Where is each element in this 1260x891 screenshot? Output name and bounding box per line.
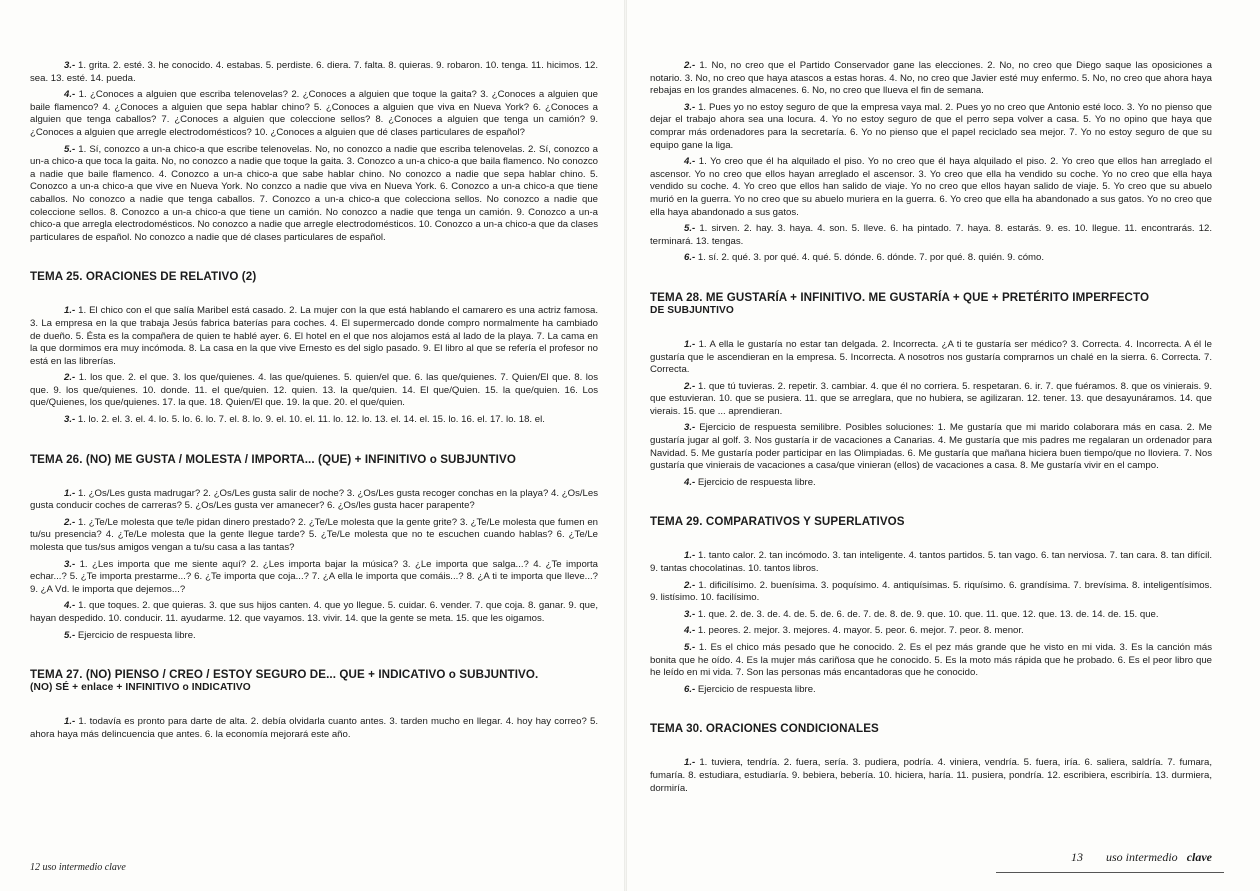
exercise-number: 3.- [64, 60, 76, 71]
tema26-exercise-1 [30, 488, 598, 513]
exercise-text: 1. tanto calor. 2. tan incómodo. 3. tan inteligente. 4. tantos partidos. 5. tan vago. 6. tan nerviosa. 7. tan cara. 8. tan difícil. 9. tantas chocolatinas. 10. tantos libros. [650, 550, 1212, 575]
section-title-tema-25: TEMA 25. ORACIONES DE RELATIVO (2) [30, 270, 257, 284]
exercise-3-answers [650, 102, 1212, 152]
tema26-exercise-2 [30, 517, 598, 555]
exercise-number: 4.- [64, 89, 76, 101]
exercise-2-answers [650, 60, 1212, 98]
tema29-exercise-4 [650, 625, 1212, 638]
exercise-number: 6.- [684, 252, 696, 264]
exercise-6-answers [650, 252, 1212, 265]
exercise-4-answers [650, 156, 1212, 219]
exercise-text: 1. tuviera, tendría. 2. fuera, sería. 3. pudiera, podría. 4. viniera, vendría. 5. fuera, iría. 6. saliera, saldría. 7. fumara, fumaría. 8. estudiara, estudiaría. 9. bebiera, bebería. 10. hiciera, haría. 11. pusiera, pondría. 12. escribiera, escribiría. 13. durmiera, dormiría. [650, 757, 1212, 794]
exercise-text: 1. los que. 2. el que. 3. los que/quienes. 4. las que/quienes. 5. quien/el que. 6. las que/quienes. 7. Quien/El que. 8. los que. 9. los que/quienes. 10. donde. 11. el que/quien. 12. quien. 13. la que/quien. 14. El que/Quien. 15. la que/quien. 16. Los que/Quienes, los que/quienes. 17. la que. 18. Quien/El que. 19. la que. 20. el que/quien. [30, 372, 598, 409]
exercise-number: 2.- [684, 579, 696, 591]
exercise-number: 4.- [684, 476, 696, 488]
tema26-exercise-3 [30, 559, 598, 597]
book-edition-label: clave [1186, 850, 1212, 864]
exercise-text: 1. que toques. 2. que quieras. 3. que sus hijos canten. 4. que yo llegue. 5. cuidar. 6. vender. 7. que coja. 8. ganar. 9. que, hayan despedido. 10. conducir. 11. ayudarme. 12. que vayamos. 13. vivir. 14. que la gente se meta. 15. que les oigamos. [30, 600, 598, 624]
exercise-number: 2.- [64, 372, 76, 384]
right-page-footer [1071, 850, 1212, 865]
exercise-text: 1. grita. 2. esté. 3. he conocido. 4. estabas. 5. perdiste. 6. diera. 7. falta. 8. quieras. 9. robaron. 10. tenga. 11. hicimos. 12. sea. 13. esté. 14. pueda. [30, 60, 599, 84]
exercise-text: 1. Sí, conozco a un-a chico-a que escribe telenovelas. No, no conozco a nadie que escriba telenovelas. 2. Sí, conozco a un-a chico-a que toca la gaita. No, no conozco a nadie que toque la gaita. 3. Conozco a un-a chico-a que baila flamenco. No conozco a nadie que baile flamenco. 4. Conozco a un-a chico-a que sabe hablar chino. No conozco a nadie que sepa hablar chino. 5. Conozco a un-a chico-a que vive en Nueva York. No conzco a nadie que viva en Nueva York. 6. Conozco a un-a chico-a que tiene caballos. No conozco a nadie que tenga caballos. 7. Conozco a un-a chico-a que colecciona sellos. No conozco a nadie que coleccione sellos. 8. Conozco a un-a chico-a que tiene un camión. No conozco a nadie que tenga un camión. 9. Conozco a un-a chico-a que arregla electrodomésticos. No conozco a nadie que arregle electrodomésticos. 10. Conozco a un-a chico-a que da clases particulares de español. No conozco a nadie que dé clases particulares de español. [30, 143, 599, 243]
tema28-exercise-1 [650, 339, 1212, 377]
tema26-exercise-5 [30, 630, 598, 643]
section-title-tema-26: TEMA 26. (NO) ME GUSTA / MOLESTA / IMPORTA... (QUE) + INFINITIVO o SUBJUNTIVO [30, 452, 516, 466]
exercise-number: 3.- [64, 414, 76, 426]
exercise-number: 4.- [684, 156, 696, 168]
exercise-number: 3.- [684, 101, 696, 113]
exercise-text: Ejercicio de respuesta libre. [697, 683, 816, 695]
exercise-text: Ejercicio de respuesta libre. [77, 629, 196, 641]
exercise-number: 2.- [684, 380, 696, 392]
section-subtitle: (NO) SÉ + enlace + INFINITIVO o INDICATIVO [30, 682, 251, 694]
tema29-exercise-2 [650, 580, 1212, 605]
exercise-text: 1. Pues yo no estoy seguro de que la empresa vaya mal. 2. Pues yo no creo que Antonio esté loco. 3. Yo no pienso que dejar el trabajo ahora sea una locura. 4. Yo no estoy seguro de que el perro sepa volver a casa. 5. Yo no opino que haya que comprar más ordenadores para la secretaría. 6. Yo no pienso que el papel reciclado sea mejor. 7. Yo no estoy seguro de que su equipo gane la liga. [650, 101, 1212, 151]
exercise-5-answers [30, 144, 598, 245]
tema28-exercise-2 [650, 381, 1212, 419]
section-title-text: TEMA 28. ME GUSTARÍA + INFINITIVO. ME GUSTARÍA + QUE + PRETÉRITO IMPERFECTO [650, 290, 1150, 304]
exercise-number: 5.- [684, 223, 696, 235]
exercise-number: 6.- [684, 683, 696, 695]
exercise-text: 1. todavía es pronto para darte de alta. 2. debía olvidarla cuanto antes. 3. tarden mucho en llegar. 4. hoy hay correo? 5. ahora haya más delincuencia que antes. 6. la economía mejorará este año. [30, 716, 599, 740]
section-title-text: TEMA 27. (NO) PIENSO / CREO / ESTOY SEGURO DE... QUE + INDICATIVO o SUBJUNTIVO. [30, 668, 539, 682]
exercise-number: 1.- [64, 716, 76, 728]
section-title-tema-29: TEMA 29. COMPARATIVOS Y SUPERLATIVOS [650, 515, 905, 529]
tema25-exercise-2 [30, 372, 598, 410]
exercise-number: 4.- [684, 625, 696, 637]
exercise-text: Ejercicio de respuesta semilibre. Posibles soluciones: 1. Me gustaría que mi marido colaborara más en casa. 2. Me gustaría jugar al golf. 3. Nos gustaría ir de vacaciones a Canarias. 4. Me gustaría que mis padres me regalaran un ordenador para Navidad. 5. Me gustaría poder participar en las Olimpiadas. 6. Me gustaría que mañana hiciera buen tiempo/que no lloviera. 7. Nos gustaría que vinierais de vacaciones a casa/que vinieran (ellos) de vacaciones a casa. 8. Me gustaría vivir en el campo. [650, 422, 1213, 472]
left-page [0, 0, 626, 891]
tema29-exercise-5 [650, 642, 1212, 680]
exercise-text: 1. lo. 2. el. 3. el. 4. lo. 5. lo. 6. lo. 7. el. 8. lo. 9. el. 10. el. 11. lo. 12. lo. 13. el. 14. el. 15. lo. 16. el. 17. lo. 18. el. [77, 414, 545, 426]
tema26-exercise-4 [30, 600, 598, 625]
exercise-text: 1. ¿Conoces a alguien que escriba telenovelas? 2. ¿Conoces a alguien que toque la gaita? 3. ¿Conoces a alguien que baile flamenco? 4. ¿Conoces a alguien que sepa hablar chino? 5. ¿Conoces a alguien que viva en Nueva York? 6. ¿Conoces a alguien que tenga caballos? 7. ¿Conoces a alguien que coleccione sellos? 8. ¿Conoces a alguien que tenga un camión? 9. ¿Conoces a alguien que arregle electrodomésticos? 10. ¿Conoces a alguien que dé clases particulares de español? [30, 89, 598, 138]
exercise-number: 5.- [64, 143, 76, 155]
tema28-exercise-4 [650, 477, 1212, 490]
tema25-exercise-1 [30, 305, 598, 368]
left-page-footer: 12 uso intermedio clave [30, 862, 126, 873]
exercise-4-answers [30, 89, 598, 139]
exercise-number: 1.- [684, 550, 696, 562]
right-page [626, 0, 1260, 891]
tema29-exercise-1 [650, 550, 1212, 575]
exercise-number: 5.- [64, 629, 76, 641]
tema28-exercise-3 [650, 422, 1212, 472]
exercise-text: 1. sí. 2. qué. 3. por qué. 4. qué. 5. dónde. 6. dónde. 7. por qué. 8. quién. 9. cómo. [697, 252, 1045, 264]
exercise-5-answers [650, 223, 1212, 248]
section-title-tema-30: TEMA 30. ORACIONES CONDICIONALES [650, 722, 879, 736]
exercise-number: 3.- [684, 608, 696, 620]
exercise-number: 1.- [64, 305, 76, 317]
exercise-number: 5.- [684, 642, 696, 653]
exercise-number: 4.- [64, 600, 76, 612]
exercise-number: 1.- [684, 757, 696, 769]
book-title-text: uso intermedio [1106, 850, 1178, 864]
exercise-number: 1.- [684, 338, 696, 350]
section-title-tema-28 [650, 291, 1212, 317]
tema29-exercise-6 [650, 684, 1212, 697]
exercise-number: 1.- [64, 487, 76, 499]
book-title [1106, 850, 1178, 864]
exercise-number: 2.- [684, 60, 696, 71]
exercise-text: 1. ¿Te/Le molesta que te/le pidan dinero prestado? 2. ¿Te/Le molesta que la gente grite? 3. ¿Te/Le molesta que fumen en tu/su presencia? 4. ¿Te/Le molesta que la gente llegue tarde? 5. ¿Te/Le molesta que no te escuchen cuando hablas? 6. ¿Te/Le molesta que tus/sus amigos vengan a tu/su casa a las tantas? [30, 516, 598, 554]
exercise-number: 2.- [64, 516, 76, 528]
exercise-text: 1. peores. 2. mejor. 3. mejores. 4. mayor. 5. peor. 6. mejor. 7. peor. 8. menor. [697, 625, 1024, 637]
exercise-text: 1. No, no creo que el Partido Conservador gane las elecciones. 2. No, no creo que Diego saque las oposiciones a notario. 3. No, no creo que haya atascos a estas horas. 4. No, no creo que Javier esté muy enfermo. 5. No, no creo que ahora haya rebajas en los grandes almacenes. 6. No, no creo que llueva el fin de semana. [650, 60, 1213, 97]
exercise-3-answers [30, 60, 598, 85]
exercise-text: Ejercicio de respuesta libre. [697, 476, 816, 488]
footer-rule [996, 872, 1224, 873]
exercise-text: 1. dificilísimo. 2. buenísima. 3. poquísimo. 4. antiquísimas. 5. riquísimo. 6. grandísima. 7. brevísima. 8. inteligentísimos. 9. listísimo. 10. facilísimo. [650, 579, 1212, 604]
exercise-number: 3.- [684, 422, 696, 434]
exercise-text: 1. Yo creo que él ha alquilado el piso. Yo no creo que él haya alquilado el piso. 2. Yo creo que ellos han arreglado el ascensor. Yo no creo que ellos hayan arreglado el ascensor. 3. Yo creo que ella ha vendido su coche. Yo no creo que ella haya vendido su coche. 4. Yo creo que ellos han salido de viaje. Yo no creo que ellos hayan salido de viaje. 5. Yo creo que su abuelo murió en la guerra. Yo no creo que su abuelo muriera en la guerra. 6. Yo creo que ella ha abandonado a sus gatos. Yo no creo que ella haya abandonado a sus gatos. [650, 156, 1212, 218]
page-number: 13 [1071, 850, 1084, 864]
exercise-text: 1. A ella le gustaría no estar tan delgada. 2. Incorrecta. ¿A ti te gustaría ser médico? 3. Correcta. 4. Incorrecta. A él le gustaría que le ascendieran en la empresa. 5. Incorrecta. A nosotros nos gustaría comprarnos un chalé en la sierra. 6. Correcta. 7. Correcta. [650, 338, 1213, 376]
tema29-exercise-3 [650, 609, 1212, 622]
exercise-text: 1. que tú tuvieras. 2. repetir. 3. cambiar. 4. que él no corriera. 5. respetaran. 6. ir. 7. que fuéramos. 8. que os vinierais. 9. que estuvieran. 10. que se pusiera. 11. que se arreglara, que no hubiera, se agilizaran. 12. tener. 13. que desayunáramos. 14. que vierais. 15. que ... aprendieran. [650, 380, 1212, 417]
tema30-exercise-1 [650, 757, 1212, 795]
exercise-number: 3.- [64, 558, 76, 570]
section-title-tema-27 [30, 668, 598, 694]
exercise-text: 1. Es el chico más pesado que he conocido. 2. Es el pez más grande que he visto en mi vida. 3. Es la canción más bonita que he oído. 4. Es la mujer más cariñosa que he conocido. 5. Es la moto más rápida que he probado. 6. Es el peor libro que he leído en mi vida. 7. Son las personas más encantadoras que he conocido. [650, 642, 1212, 679]
tema25-exercise-3 [30, 414, 598, 427]
section-subtitle: DE SUBJUNTIVO [650, 304, 734, 316]
exercise-text: 1. ¿Os/Les gusta madrugar? 2. ¿Os/Les gusta salir de noche? 3. ¿Os/Les gusta recoger conchas en la playa? 4. ¿Os/Les gusta conducir coches de carreras? 5. ¿Os/Les gusta ver amanecer? 6. ¿Os/les gusta hacer parapente? [30, 487, 598, 512]
exercise-text: 1. ¿Les importa que me siente aquí? 2. ¿Les importa bajar la música? 3. ¿Le importa que salga...? 4. ¿Te importa echar...? 5. ¿Te importa prestarme...? 6. ¿Te importa que coja...? 7. ¿A ella le importa que comáis...? 8. ¿A ti te importa que lleve...? 9. ¿A Vd. le importa que dejemos...? [30, 558, 598, 595]
exercise-text: 1. sirven. 2. hay. 3. haya. 4. son. 5. lleve. 6. ha pintado. 7. haya. 8. estarás. 9. es. 10. llegue. 11. encontrarás. 12. terminará. 13. tengas. [650, 223, 1213, 247]
exercise-text: 1. El chico con el que salía Maribel está casado. 2. La mujer con la que está hablando el camarero es una actriz famosa. 3. La empresa en la que trabaja Jesús fabrica baterías para coches. 4. El supermercado donde compro normalmente ha cambiado de dueño. 5. Ésta es la compañera de quien te hablé ayer. 6. El hotel en el que nos alojamos está al lado de la playa. 7. La cama en la que dormimos era muy incómoda. 8. La casa en la que vive Ernesto es del siglo pasado. 9. El libro al que se refería el profesor no está en las librerías. [30, 305, 598, 367]
tema27-exercise-1 [30, 716, 598, 741]
exercise-text: 1. que. 2. de. 3. de. 4. de. 5. de. 6. de. 7. de. 8. de. 9. que. 10. que. 11. que. 12. que. 13. de. 14. de. 15. que. [697, 608, 1159, 620]
